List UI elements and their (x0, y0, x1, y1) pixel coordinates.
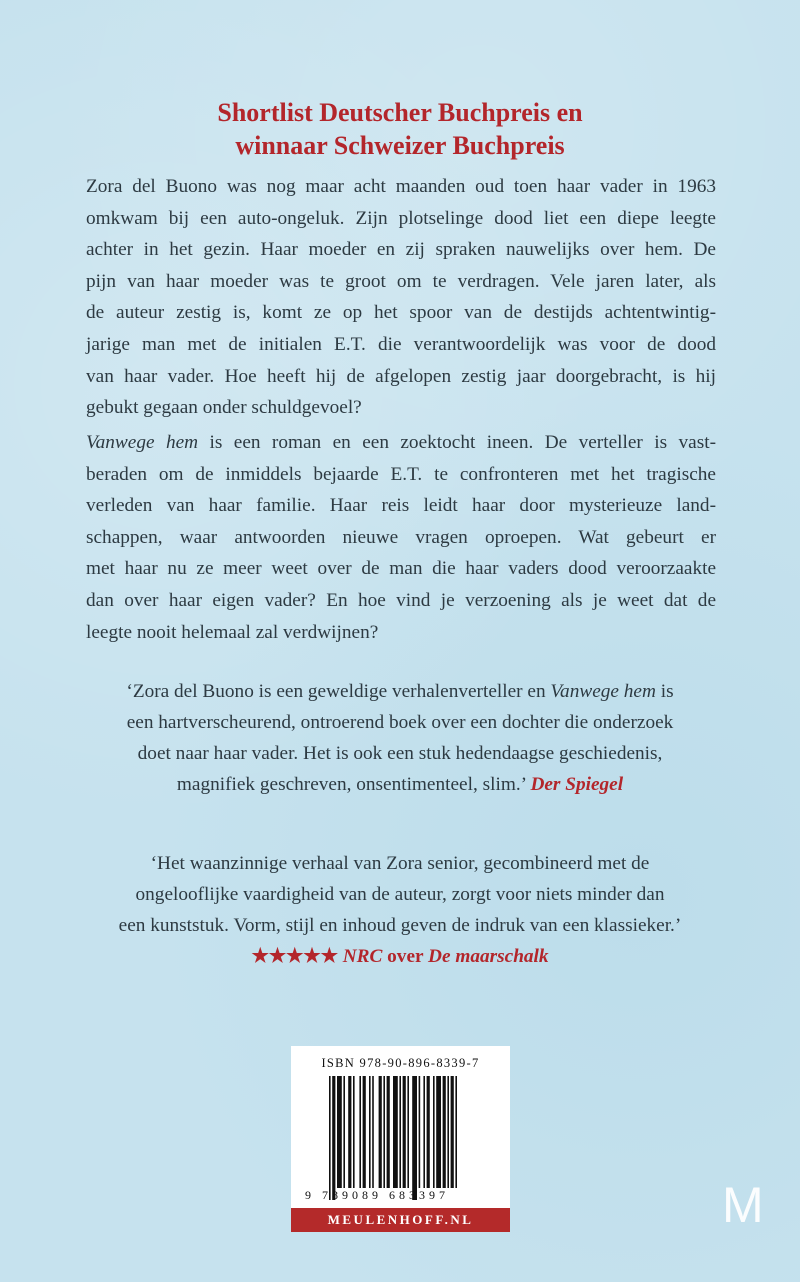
isbn-text: ISBN 978-90-896-8339-7 (321, 1056, 480, 1070)
barcode-bar (403, 1076, 406, 1188)
emphasis-text: over (382, 946, 429, 967)
headline-line: winnaar Schweizer Buchpreis (235, 131, 565, 160)
publisher-logo: M (722, 1177, 764, 1233)
text-segment: magnifiek geschreven, onsentimenteel, slim.’ (176, 774, 531, 795)
emphasis-text: De maarschalk (428, 946, 549, 967)
blurb-paragraph-2 (86, 427, 716, 648)
text-line (86, 203, 716, 235)
emphasis-text: Der Spiegel (530, 774, 624, 795)
barcode-bar (423, 1076, 425, 1188)
text-line (60, 910, 740, 941)
text-segment: gebukt gegaan onder schuldgevoel? (86, 397, 362, 419)
text-line (60, 848, 740, 879)
text-segment: doet naar haar vader. Het is ook een stuk hedendaagse geschiedenis, (137, 743, 663, 764)
barcode-bar (387, 1076, 390, 1188)
barcode-bar (451, 1076, 454, 1188)
barcode-bar (363, 1076, 366, 1188)
text-segment: met haar nu ze meer weet over de man die haar vaders dood veroorzaakte (86, 558, 716, 580)
barcode-bar (443, 1076, 446, 1188)
text-segment: omkwam bij een auto-ongeluk. Zijn plotselinge dood liet een diepe leegte (86, 207, 716, 229)
text-segment: ongelooflijke vaardigheid van de auteur, zorgt voor niets minder dan (135, 884, 665, 905)
text-line (60, 738, 740, 769)
text-segment: ‘Zora del Buono is een geweldige verhalenverteller en (126, 681, 551, 702)
text-segment: dan over haar eigen vader? En hoe vind je verzoening als je weet dat de (86, 589, 716, 611)
barcode-bar (332, 1076, 335, 1200)
text-line (60, 769, 740, 800)
barcode-bar (329, 1076, 331, 1200)
text-line (86, 553, 716, 585)
barcode-bars (329, 1076, 499, 1200)
barcode-bar (359, 1076, 361, 1188)
text-segment: een hartverscheurend, ontroerend boek over een dochter die onderzoek (126, 712, 674, 733)
emphasis-text: ★★★★★ (251, 946, 343, 967)
text-line (86, 392, 716, 424)
text-segment: leegte nooit helemaal zal verdwijnen? (86, 621, 379, 643)
text-line (86, 522, 716, 554)
emphasis-text: NRC (342, 946, 383, 967)
text-line (60, 707, 740, 738)
review-quote-spiegel (60, 676, 740, 800)
barcode-bar (343, 1076, 345, 1188)
emphasis-text: Vanwege hem (86, 432, 199, 453)
headline (0, 96, 800, 162)
text-line (60, 941, 740, 972)
text-line (86, 585, 716, 617)
text-line (60, 676, 740, 707)
text-segment: pijn van haar moeder was te groot om te verdragen. Vele jaren later, als (86, 270, 716, 292)
barcode-bar (399, 1076, 401, 1188)
barcode-bar (372, 1076, 374, 1188)
text-line (86, 361, 716, 393)
text-segment: is een roman en een zoektocht ineen. De verteller is vast- (198, 432, 716, 453)
text-line (86, 171, 716, 203)
text-line (86, 617, 716, 649)
text-line (86, 459, 716, 491)
text-segment: schappen, waar antwoorden nieuwe vragen oproepen. Wat gebeurt er (86, 526, 716, 548)
barcode-bar (393, 1076, 398, 1188)
barcode-bar (337, 1076, 342, 1188)
barcode-digits: 9 789089 683397 (305, 1188, 449, 1202)
barcode-bar (379, 1076, 382, 1188)
text-segment: de auteur zestig is, komt ze op het spoor van de destijds achtentwintig- (86, 302, 716, 324)
text-segment: achter in het gezin. Haar moeder en zij spraken nauwelijks over hem. De (86, 239, 716, 261)
review-quote-nrc (60, 848, 740, 972)
barcode-bar (412, 1076, 417, 1200)
barcode-bar (419, 1076, 421, 1188)
text-line (86, 427, 716, 459)
text-line (86, 490, 716, 522)
barcode-bar (407, 1076, 409, 1188)
headline-line: Shortlist Deutscher Buchpreis en (217, 98, 583, 127)
text-segment: ‘Het waanzinnige verhaal van Zora senior, gecombineerd met de (150, 853, 650, 874)
barcode-bar (447, 1076, 449, 1188)
text-line (86, 297, 716, 329)
text-segment: jarige man met de initialen E.T. die verantwoordelijk was voor de dood (86, 333, 716, 355)
text-line (86, 329, 716, 361)
text-line (86, 234, 716, 266)
barcode-bar (455, 1076, 457, 1188)
text-segment: een kunststuk. Vorm, stijl en inhoud geven de indruk van een klassieker.’ (118, 915, 682, 936)
text-line (60, 879, 740, 910)
publisher-url: MEULENHOFF.NL (291, 1208, 510, 1232)
barcode-bar (427, 1076, 430, 1188)
emphasis-text: Vanwege hem (550, 681, 656, 702)
text-segment: verleden van haar familie. Haar reis leidt haar door mysterieuze land- (86, 495, 716, 517)
text-segment: is (655, 681, 674, 702)
text-segment: Zora del Buono was nog maar acht maanden oud toen haar vader in 1963 (86, 176, 716, 197)
blurb-paragraph-1 (86, 171, 716, 424)
barcode-bar (369, 1076, 371, 1188)
text-segment: beraden om de inmiddels bejaarde E.T. te confronteren met het tragische (86, 463, 716, 485)
barcode-bar (383, 1076, 385, 1188)
barcode-block (291, 1046, 510, 1232)
barcode-bar (433, 1076, 435, 1188)
text-line (86, 266, 716, 298)
barcode-bar (353, 1076, 355, 1188)
barcode-bar (348, 1076, 351, 1188)
barcode-bar (436, 1076, 441, 1188)
text-segment: van haar vader. Hoe heeft hij de afgelopen zestig jaar doorgebracht, is hij (86, 365, 716, 387)
